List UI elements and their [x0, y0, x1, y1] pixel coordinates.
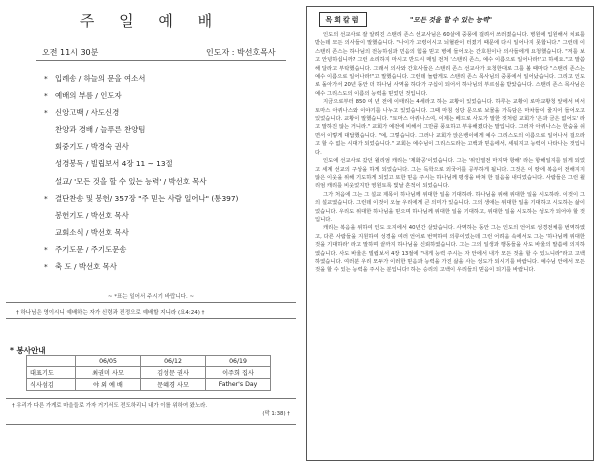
closing-verse-ref: (막 1:38) † — [262, 411, 290, 417]
column-badge: 목회칼럼 — [319, 12, 367, 27]
order-item-text: 입례송 / 하늘의 문을 여소서 — [55, 74, 146, 83]
date-header: 06/12 — [141, 356, 206, 367]
duty-cell: 야 외 예 배 — [76, 379, 141, 391]
order-item — [44, 108, 284, 125]
duty-label: 대표기도 — [27, 367, 76, 379]
stand-marker: * — [44, 193, 48, 203]
divider — [36, 60, 286, 61]
table-header-row — [27, 356, 271, 367]
service-duty-table — [26, 355, 271, 391]
order-item-text: 찬양과 경배 / 늘푸른 찬양팀 — [55, 125, 146, 135]
column-paragraph: 그가 처음에 그는 그 설교 제목이 하나님께 위대한 일을 기대하라. 하나님을 위해 위대한 일을 시도하라. 이것이 그의 설교였습니다. 그런데 이것이 오늘 우리에게 큰 의미가 있습니다. 그의 생애는 위대한 일을 기대하고 시도하는 삶이었습니다. 우리도 위대한 하나님을 믿으며 하나님께 위대한 일을 기대하고, 위대한 일을 시도하는 성도가 되어야 할 것입니다. — [315, 191, 585, 223]
stand-marker: * — [44, 262, 48, 272]
stand-notice: ~ *표는 일어서 주시기 바랍니다. ~ — [107, 294, 195, 300]
service-time: 오전 11시 30분 — [42, 48, 99, 57]
column-title: "모든 것을 할 수 있는 능력" — [409, 16, 493, 24]
stand-marker: * — [44, 74, 48, 83]
divider — [6, 302, 296, 303]
order-item — [44, 194, 284, 211]
divider — [6, 318, 296, 319]
order-item — [44, 228, 284, 245]
column-paragraph: 캐리는 복음을 위하여 인도 오지에서 40년간 살았습니다. 사역하는 동안 그는 인도의 언어로 성경전체를 번역하였고, 다른 사람들을 지원하여 성경을 여러 언어로 번역하여 의류이었는데 그런 어려움 속에서도 그는 '하나님께 위대한 것을 기대하라' 라고 말하며 끝까지 하나님을 신뢰하였습니다. 그는 그의 일생과 행동들을 사도 바울의 말씀에 의지하였습니다. 사도 바울은 빌립보서 4장 13절에 "내게 능력 주시는 자 안에서 내가 모든 것을 할 수 있느니라"라고 고백하였습니다. 여러분 우리 모두가 이러한 믿음과 능력을 가진 삶을 사는 성도가 되시기를 바랍니다. 예수님 안에서 모든 것을 할 수 있는 능력을 주시는 분입니다! 하는 승리의 고백이 우리들의 믿음이 되기를 바랍니다. — [315, 225, 585, 274]
table-row — [27, 379, 271, 391]
date-header: 06/05 — [76, 356, 141, 367]
order-item — [44, 177, 284, 194]
order-item-text: 회중기도 / 박경숙 권사 — [55, 142, 129, 152]
duty-cell: Father's Day — [206, 379, 271, 391]
worship-verse: † 하나님은 영이시니 예배하는 자가 신령과 진정으로 예배할 지니라 (요4:24) † — [16, 310, 205, 316]
duty-cell: 문혜경 사모 — [141, 379, 206, 391]
column-paragraph: 인도에 선교사로 갔던 윌리엄 캐리는 '제화공'이었습니다. 그는 '위인열전 마지막 항해' 라는 항해일지를 읽게 되었고 세계 선교의 구상을 하게 되었습니다. 그는 독학으로 외국어를 공부하게 됩니다. 그것은 이 땅에 복음이 전해지지 않은 이웃을 위해 기도하게 되었고 또한 믿음 주시는 하나님께 평생을 바쳐 한 걸음을 내디었습니다. 사람들은 그런 윌리엄 캐리를 비웃었지만 영원토록 빛날 흔적이 되었습니다. — [315, 158, 585, 190]
order-item-text: 봉헌기도 / 박선호 목사 — [55, 210, 129, 220]
duty-label: 식사섬김 — [27, 379, 76, 391]
order-item — [44, 262, 284, 279]
order-item-text: 축 도 / 박선호 목사 — [55, 262, 117, 272]
duty-cell: 최권미 사모 — [76, 367, 141, 379]
order-item-text: 결단찬송 및 봉헌/ 357장 "주 믿는 사람 일어나" (통397) — [55, 193, 239, 203]
order-item — [44, 142, 284, 159]
table-row — [27, 367, 271, 379]
order-item — [44, 245, 284, 262]
closing-verse-text: † 우리가 다른 가게로 마을들로 가자 거기서도 전도하리니 내가 이를 위하여 왔노라. — [12, 403, 208, 409]
order-item — [44, 91, 284, 108]
stand-marker: * — [44, 244, 48, 254]
service-duty-title: * 봉사안내 — [10, 346, 46, 355]
order-item-text: 설교/ '모든 것을 할 수 있는 능력' / 박선호 목사 — [55, 176, 207, 186]
worship-order-section — [6, 0, 296, 465]
order-item — [44, 211, 284, 228]
order-item-text: 교회소식 / 박선호 목사 — [55, 227, 129, 237]
order-item — [44, 159, 284, 176]
date-header: 06/19 — [206, 356, 271, 367]
duty-cell: 이주희 집사 — [206, 367, 271, 379]
column-paragraph: 인도의 선교사로 잘 알려진 스탠리 존스 선교사님은 60살에 중풍에 걸려서 쓰러졌습니다. 병원에 입원해서 치료를 받는데 모든 의사들이 말했습니다. "나이가 고령이시고 뇌혈관이 터졌기 때문에 다시 일어나지 못합니다." 그런데 이 스탠리 존스는 하나님의 전능하심과 민음의 힘을 믿고 병에 들어오는 간호원이나 의사들에게 요청했습니다. "저를 보고 안녕하십니까? 그런 소리하지 마시고 반드시 매일 전처 '스탠리 존스, 예수 이름으로 일어나라!'고 하세요."고 말씀해 달라고 부탁했습니다. 그래서 의사와 간호사들은 스탠리 존스 선교사가 요청한대로 그를 볼 때마다 "스탠리 존스는 예수 이름으로 일어나라!"고 말했습니다. 그런데 놀랍게도 스탠리 존스 목사님의 중풍에서 일어났습니다. 그리고 인도로 돌아가서 20년 동안 더 하나님 사역을 하다가 구십이 되어서 하나님의 부르심을 받았습니다. 스탠리 존스 목사님은 예수 그리스도의 이름의 능력을 믿었던 것입니다. — [315, 32, 585, 97]
order-item-text: 주기도문 / 주기도문송 — [55, 244, 127, 254]
closing-verse — [12, 402, 290, 417]
service-leader: 인도자 : 박선호목사 — [206, 48, 276, 57]
order-item — [44, 74, 284, 91]
duty-cell: 김성문 권사 — [141, 367, 206, 379]
table-corner-cell — [27, 356, 76, 367]
worship-order-list — [44, 74, 284, 279]
order-item-text: 신앙고백 / 사도신경 — [55, 108, 120, 118]
divider — [6, 398, 296, 399]
column-body — [315, 31, 585, 275]
column-paragraph: 지금으로부터 850 여 년 전에 이태리는 4세라고 하는 교황이 있었습니다. 하루는 교황이 로마교황청 앞에서 비서 토마스 아퀴나스와 이야기를 나누고 있었습니다. 그때 마침 성당 문으로 보물을 가득담은 마차들이 줄지어 들어오고 있었습니다. 교황이 말했습니다. "토마스 아퀴나스여, 이제는 베드로 사도가 말한 것처럼 교회가 '은과 금은 없어도' 라고 말하진 않는 거니라." 교회가 예전에 비해서 그만큼 풍요하고 부유해졌다는 말입니다. 그러자 아퀴나스는 한숨을 쉬면서 이렇게 대답했습니다. "예, 그렇습니다. 그러나 교회가 앉은뱅이에게 예수 그리스도의 이름으로 일어나서 걸으라고 할 수 없는 시대가 되었습니다." 교회는 예수님이 그리스도라는 고백과 믿음에서, 세워지고 능력이 나타나는 것입니다. — [315, 99, 585, 156]
page-title: 주 일 예 배 — [79, 12, 223, 30]
order-item-text: 예배의 부름 / 인도자 — [55, 91, 122, 101]
order-item — [44, 125, 284, 142]
stand-marker: * — [44, 91, 48, 101]
divider — [6, 424, 296, 425]
pastor-column — [306, 6, 594, 461]
order-item-text: 성경봉독 / 빌립보서 4장 11 ~ 13절 — [55, 159, 173, 169]
stand-marker: * — [44, 108, 48, 118]
